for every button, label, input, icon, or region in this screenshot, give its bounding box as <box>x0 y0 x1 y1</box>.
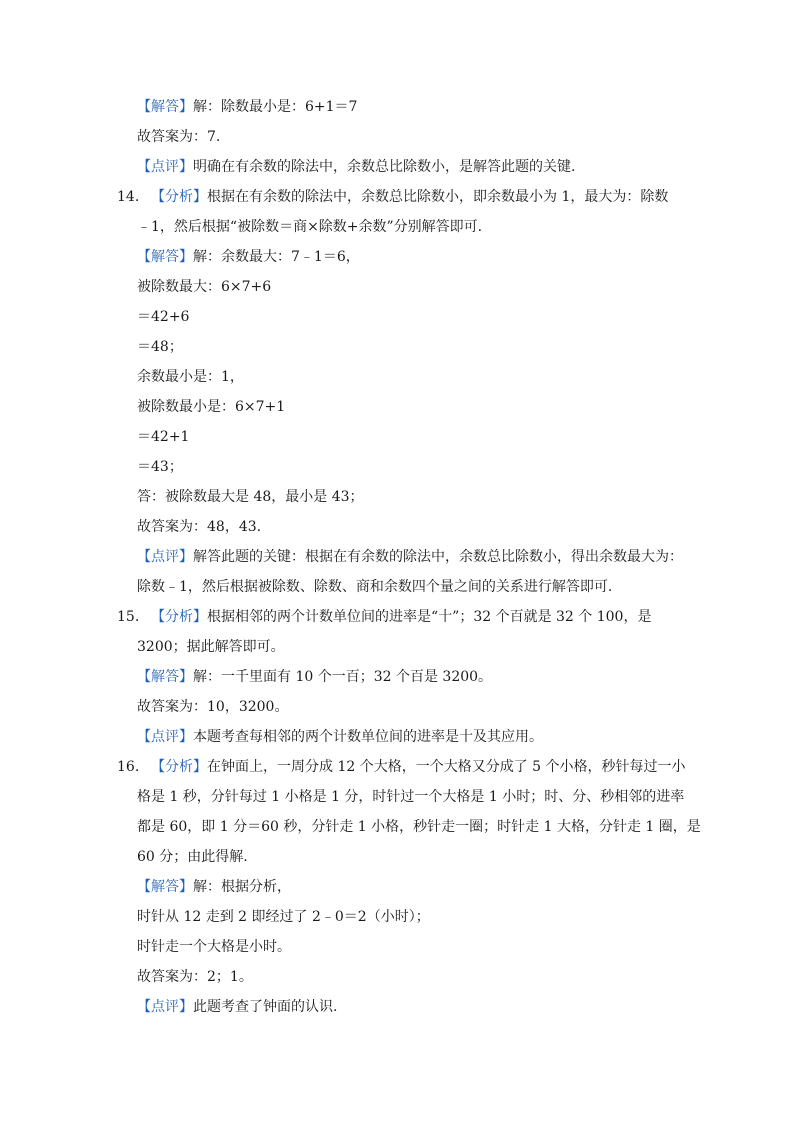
line-text: 根据相邻的两个计数单位间的进率是“十”；32 个百就是 32 个 100，是 <box>207 609 652 625</box>
answer-tag: 【解答】 <box>137 249 193 265</box>
line-text: 故答案为：10，3200。 <box>137 699 289 715</box>
answer-line <box>137 877 291 897</box>
text-line <box>137 937 291 957</box>
line-text: ＝42+1 <box>137 429 190 445</box>
comment-tag: 【点评】 <box>137 549 193 565</box>
text-line <box>137 427 189 447</box>
comment-line <box>137 547 683 567</box>
text-line <box>137 967 253 987</box>
line-text: 被除数最大：6×7+6 <box>137 279 272 295</box>
line-text: 解：余数最大：7﹣1＝6， <box>193 249 360 265</box>
line-text: ﹣1，然后根据“被除数＝商×除数+余数”分别解答即可. <box>137 219 483 235</box>
line-text: 余数最小是：1， <box>137 369 244 385</box>
text-line <box>137 367 244 387</box>
analysis-tag: 【分析】 <box>151 759 207 775</box>
line-text: 格是 1 秒，分针每过 1 小格是 1 分，时针过一个大格是 1 小时；时、分、秒相邻的进率 <box>137 789 685 805</box>
text-line <box>137 907 430 927</box>
line-text: 3200；据此解答即可。 <box>137 639 285 655</box>
comment-line <box>137 997 337 1017</box>
text-line <box>137 697 288 717</box>
answer-line <box>137 97 357 117</box>
line-text: 根据在有余数的除法中，余数总比除数小，即余数最小为 1，最大为：除数 <box>207 189 669 205</box>
question-number: 15. <box>117 609 140 625</box>
analysis-line <box>151 607 651 627</box>
text-line <box>137 337 183 357</box>
comment-tag: 【点评】 <box>137 729 193 745</box>
line-text: 本题考查每相邻的两个计数单位间的进率是十及其应用。 <box>193 729 543 745</box>
analysis-tag: 【分析】 <box>151 609 207 625</box>
text-line <box>137 637 285 657</box>
text-line <box>137 487 364 507</box>
line-text: 答：被除数最大是 48，最小是 43； <box>137 489 364 505</box>
line-text: 在钟面上，一周分成 12 个大格，一个大格又分成了 5 个小格，秒针每过一小 <box>207 759 686 775</box>
comment-line <box>137 157 575 177</box>
text-line <box>137 127 220 147</box>
line-text: 解答此题的关键：根据在有余数的除法中，余数总比除数小，得出余数最大为： <box>193 549 683 565</box>
text-line <box>137 817 701 837</box>
text-line <box>137 787 684 807</box>
analysis-line <box>151 757 686 777</box>
text-line <box>137 277 271 297</box>
line-text: 解：一千里面有 10 个一百；32 个百是 3200。 <box>193 669 493 685</box>
line-text: 此题考查了钟面的认识. <box>193 999 338 1015</box>
analysis-line <box>151 187 668 207</box>
analysis-tag: 【分析】 <box>151 189 207 205</box>
text-line <box>137 307 189 327</box>
line-text: 故答案为：48，43. <box>137 519 262 535</box>
text-line <box>137 577 612 597</box>
line-text: 都是 60，即 1 分＝60 秒，分针走 1 小格，秒针走一圈；时针走 1 大格，分针走 1 圈，是 <box>137 819 701 835</box>
question-number: 14. <box>117 189 140 205</box>
comment-line <box>137 727 543 747</box>
line-text: 被除数最小是：6×7+1 <box>137 399 286 415</box>
answer-tag: 【解答】 <box>137 99 193 115</box>
line-text: ＝48； <box>137 339 183 355</box>
line-text: 时针走一个大格是小时。 <box>137 939 291 955</box>
line-text: 故答案为：7. <box>137 129 221 145</box>
answer-line <box>137 667 492 687</box>
line-text: 时针从 12 走到 2 即经过了 2﹣0＝2（小时）； <box>137 909 430 925</box>
answer-tag: 【解答】 <box>137 879 193 895</box>
line-text: ＝42+6 <box>137 309 190 325</box>
question-number: 16. <box>117 759 140 775</box>
comment-tag: 【点评】 <box>137 999 193 1015</box>
line-text: 故答案为：2；1。 <box>137 969 253 985</box>
comment-tag: 【点评】 <box>137 159 193 175</box>
answer-tag: 【解答】 <box>137 669 193 685</box>
line-text: 解：根据分析， <box>193 879 291 895</box>
text-line <box>137 397 285 417</box>
text-line <box>137 847 248 867</box>
line-text: 明确在有余数的除法中，余数总比除数小，是解答此题的关键. <box>193 159 576 175</box>
text-line <box>137 217 482 237</box>
answer-line <box>137 247 360 267</box>
line-text: 60 分；由此得解. <box>137 849 248 865</box>
text-line <box>137 517 261 537</box>
line-text: ＝43； <box>137 459 183 475</box>
text-line <box>137 457 183 477</box>
line-text: 解：除数最小是：6+1＝7 <box>193 99 358 115</box>
line-text: 除数﹣1，然后根据被除数、除数、商和余数四个量之间的关系进行解答即可. <box>137 579 613 595</box>
